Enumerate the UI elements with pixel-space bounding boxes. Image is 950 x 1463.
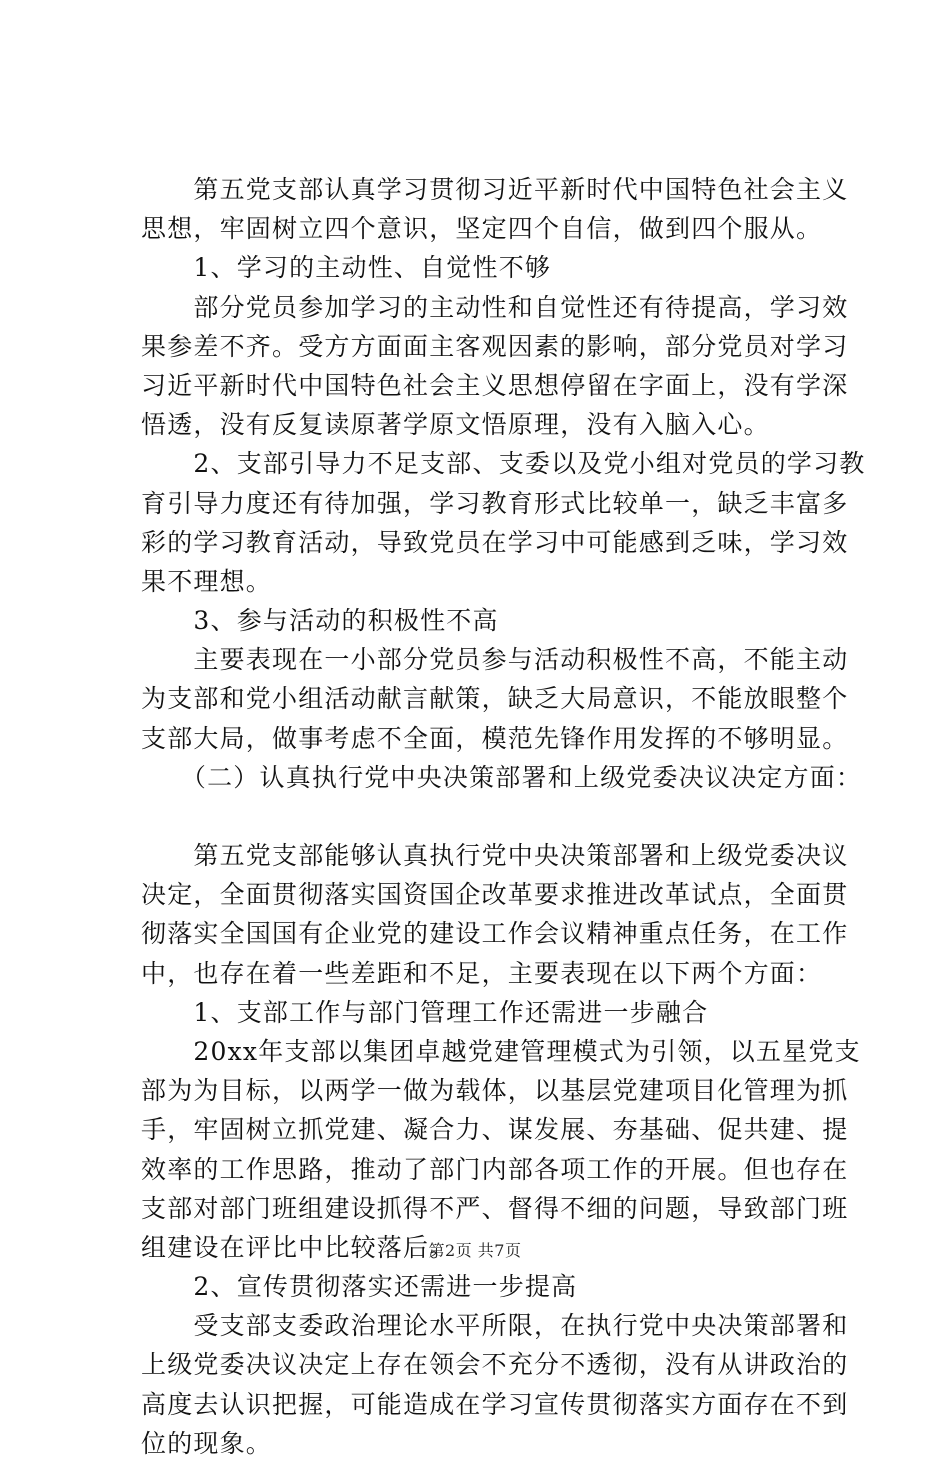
text-line: 手，牢固树立抓党建、凝合力、谋发展、夯基础、促共建、提	[141, 1115, 849, 1145]
paragraph-activity-participation	[141, 640, 849, 758]
text-line: 中，也存在着一些差距和不足，主要表现在以下两个方面：	[141, 958, 823, 988]
paragraph-learning-initiative	[141, 288, 849, 445]
blank-line	[141, 797, 821, 836]
text-line: 位的现象。	[141, 1428, 273, 1458]
text-line: 果不理想。	[141, 566, 273, 596]
text-line: 高度去认识把握，可能造成在学习宣传贯彻落实方面存在不到	[141, 1389, 849, 1419]
text-line: 支部大局，做事考虑不全面，模范先锋作用发挥的不够明显。	[141, 723, 849, 753]
subheading-integration: 1、支部工作与部门管理工作还需进一步融合	[141, 997, 709, 1027]
text-line: 部为为目标，以两学一做为载体，以基层党建项目化管理为抓	[141, 1076, 849, 1106]
text-line: 第五党支部认真学习贯彻习近平新时代中国特色社会主义	[141, 175, 849, 204]
text-line: 支部对部门班组建设抓得不严、督得不细的问题，导致部门班	[141, 1193, 849, 1223]
text-line: 决定，全面贯彻落实国资国企改革要求推进改革试点，全面贯	[141, 880, 849, 910]
text-line: 20xx年支部以集团卓越党建管理模式为引领，以五星党支	[141, 1036, 861, 1066]
text-line: 为支部和党小组活动献言献策，缺乏大局意识，不能放眼整个	[141, 684, 849, 714]
text-line: 果参差不齐。受方方面面主客观因素的影响，部分党员对学习	[141, 331, 849, 361]
page-number-footer: 第2页 共7页	[428, 1241, 522, 1260]
text-line: 育引导力度还有待加强，学习教育形式比较单一，缺乏丰富多	[141, 488, 849, 518]
paragraph-execution	[141, 836, 849, 993]
subheading-activity-participation: 3、参与活动的积极性不高	[141, 606, 499, 636]
paragraph-integration	[141, 1032, 861, 1267]
text-line: 2、支部引导力不足支部、支委以及党小组对党员的学习教	[141, 449, 866, 479]
text-line: 思想，牢固树立四个意识，坚定四个自信，做到四个服从。	[141, 214, 823, 244]
document-body	[141, 170, 866, 1463]
text-line: 彩的学习教育活动，导致党员在学习中可能感到乏味，学习效	[141, 527, 849, 557]
text-line: 主要表现在一小部分党员参与活动积极性不高，不能主动	[141, 645, 849, 675]
subheading-publicity: 2、宣传贯彻落实还需进一步提高	[141, 1272, 578, 1302]
text-line: 效率的工作思路，推动了部门内部各项工作的开展。但也存在	[141, 1154, 849, 1184]
paragraph-publicity	[141, 1306, 849, 1463]
text-line: 悟透，没有反复读原著学原文悟原理，没有入脑入心。	[141, 410, 770, 440]
section-heading-2: （二）认真执行党中央决策部署和上级党委决议决定方面：	[141, 762, 863, 792]
text-line: 习近平新时代中国特色社会主义思想停留在字面上，没有学深	[141, 370, 849, 400]
text-line: 组建设在评比中比较落后。	[141, 1232, 456, 1262]
paragraph-branch-guidance	[141, 444, 866, 601]
paragraph-intro	[141, 170, 849, 248]
text-line: 受支部支委政治理论水平所限，在执行党中央决策部署和	[141, 1311, 849, 1341]
text-line: 彻落实全国国有企业党的建设工作会议精神重点任务，在工作	[141, 919, 849, 949]
subheading-learning-initiative: 1、学习的主动性、自觉性不够	[141, 253, 552, 283]
text-line: 第五党支部能够认真执行党中央决策部署和上级党委决议	[141, 841, 849, 870]
text-line: 部分党员参加学习的主动性和自觉性还有待提高，学习效	[141, 292, 849, 322]
text-line: 上级党委决议决定上存在领会不充分不透彻，没有从讲政治的	[141, 1350, 849, 1380]
